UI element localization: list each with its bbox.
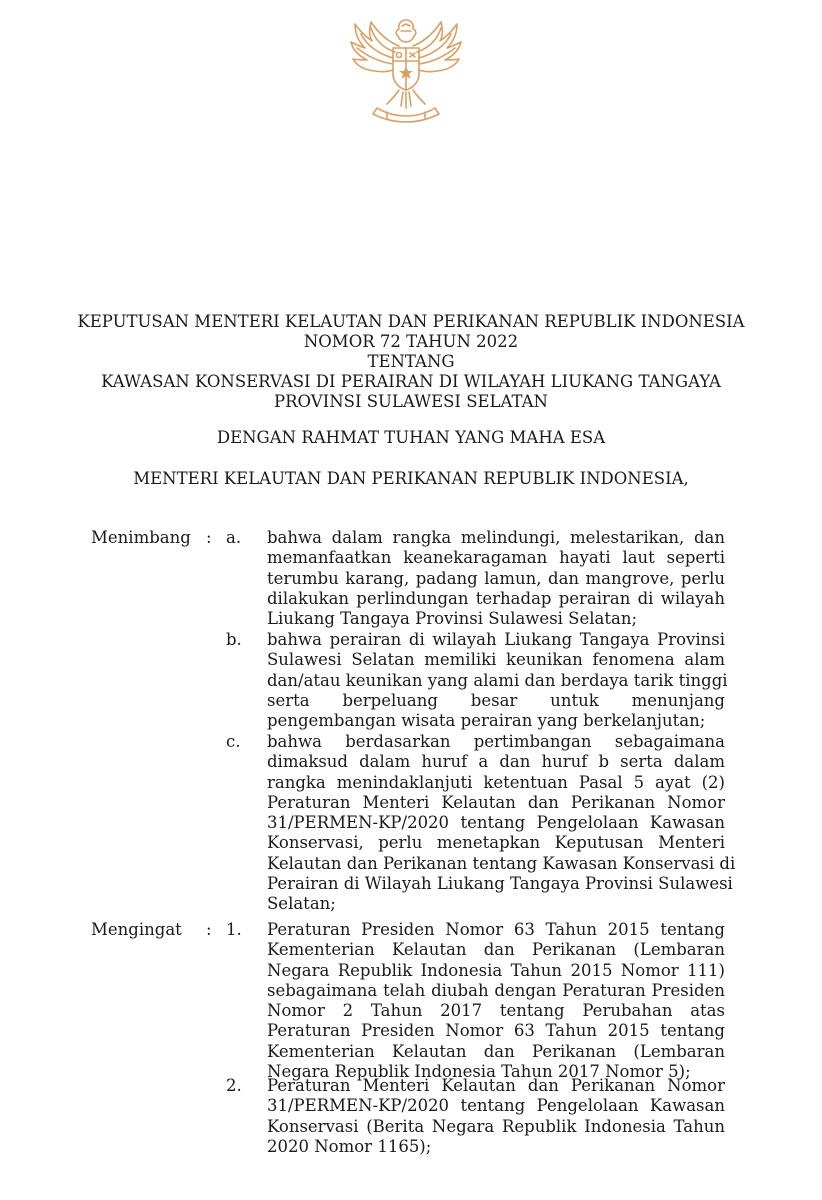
text-line: Konservasi, perlu menetapkan Keputusan Menteri: [267, 833, 725, 853]
text-line: Negara Republik Indonesia Tahun 2015 Nomor 111): [267, 960, 725, 980]
item-text: [267, 630, 728, 731]
text-line: pengembangan wisata perairan yang berkelanjutan;: [267, 711, 706, 731]
item-text: [267, 920, 725, 1082]
title-line-5: PROVINSI SULAWESI SELATAN: [274, 392, 548, 411]
menimbang-label: Menimbang: [91, 528, 191, 547]
text-line: dilakukan perlindungan terhadap perairan di wilayah: [267, 588, 725, 608]
text-line: Peraturan Menteri Kelautan dan Perikanan Nomor: [267, 1076, 725, 1095]
garuda-emblem-icon: [347, 16, 465, 124]
text-line: Peraturan Menteri Kelautan dan Perikanan Nomor: [267, 792, 725, 812]
item-text: [267, 1076, 725, 1157]
title-line-2: NOMOR 72 TAHUN 2022: [303, 332, 519, 351]
text-line: Peraturan Presiden Nomor 63 Tahun 2015 tentang: [267, 1021, 725, 1041]
text-line: 31/PERMEN-KP/2020 tentang Pengelolaan Kawasan: [267, 813, 725, 833]
text-line: 31/PERMEN-KP/2020 tentang Pengelolaan Kawasan: [267, 1096, 725, 1116]
item-marker: c.: [226, 732, 241, 751]
text-line: serta berpeluang besar untuk menunjang: [267, 690, 725, 710]
text-line: bahwa perairan di wilayah Liukang Tangaya Provinsi: [267, 630, 725, 649]
text-line: rangka menindaklanjuti ketentuan Pasal 5 ayat (2): [267, 772, 725, 792]
title-line-1: KEPUTUSAN MENTERI KELAUTAN DAN PERIKANAN REPUBLIK INDONESIA: [77, 312, 745, 331]
text-line: Nomor 2 Tahun 2017 tentang Perubahan atas: [267, 1001, 725, 1021]
text-line: Sulawesi Selatan memiliki keunikan fenomena alam: [267, 650, 725, 670]
text-line: bahwa dalam rangka melindungi, melestarikan, dan: [267, 528, 725, 547]
text-line: sebagaimana telah diubah dengan Peraturan Presiden: [267, 980, 725, 1000]
text-line: Kementerian Kelautan dan Perikanan (Lembaran: [267, 940, 725, 960]
item-marker: a.: [226, 528, 242, 547]
text-line: terumbu karang, padang lamun, dan mangrove, perlu: [267, 568, 725, 588]
authority-line: MENTERI KELAUTAN DAN PERIKANAN REPUBLIK INDONESIA,: [133, 469, 689, 488]
item-marker: 2.: [226, 1076, 242, 1095]
mengingat-colon: :: [206, 920, 212, 939]
text-line: dimaksud dalam huruf a dan huruf b serta dalam: [267, 752, 725, 772]
text-line: Negara Republik Indonesia Tahun 2017 Nomor 5);: [267, 1062, 691, 1082]
text-line: bahwa berdasarkan pertimbangan sebagaimana: [267, 732, 725, 751]
menimbang-colon: :: [206, 528, 212, 547]
mengingat-label: Mengingat: [91, 920, 182, 939]
item-text: [267, 528, 725, 629]
text-line: memanfaatkan keanekaragaman hayati laut seperti: [267, 548, 725, 568]
item-marker: 1.: [226, 920, 242, 939]
invocation-line: DENGAN RAHMAT TUHAN YANG MAHA ESA: [216, 428, 606, 447]
text-line: Peraturan Presiden Nomor 63 Tahun 2015 tentang: [267, 920, 725, 939]
item-marker: b.: [226, 630, 242, 649]
text-line: dan/atau keunikan yang alami dan berdaya tarik tinggi: [267, 670, 728, 690]
item-text: [267, 732, 736, 915]
text-line: Perairan di Wilayah Liukang Tangaya Provinsi Sulawesi: [267, 874, 733, 894]
text-line: Konservasi (Berita Negara Republik Indonesia Tahun: [267, 1116, 725, 1136]
text-line: Selatan;: [267, 894, 336, 914]
title-line-4: KAWASAN KONSERVASI DI PERAIRAN DI WILAYAH LIUKANG TANGAYA: [101, 372, 721, 391]
text-line: Kementerian Kelautan dan Perikanan (Lembaran: [267, 1041, 725, 1061]
document-title-block: [0, 312, 822, 412]
title-line-3: TENTANG: [367, 352, 455, 371]
text-line: Liukang Tangaya Provinsi Sulawesi Selatan;: [267, 609, 638, 629]
text-line: 2020 Nomor 1165);: [267, 1136, 432, 1156]
text-line: Kelautan dan Perikanan tentang Kawasan Konservasi di: [267, 853, 736, 873]
